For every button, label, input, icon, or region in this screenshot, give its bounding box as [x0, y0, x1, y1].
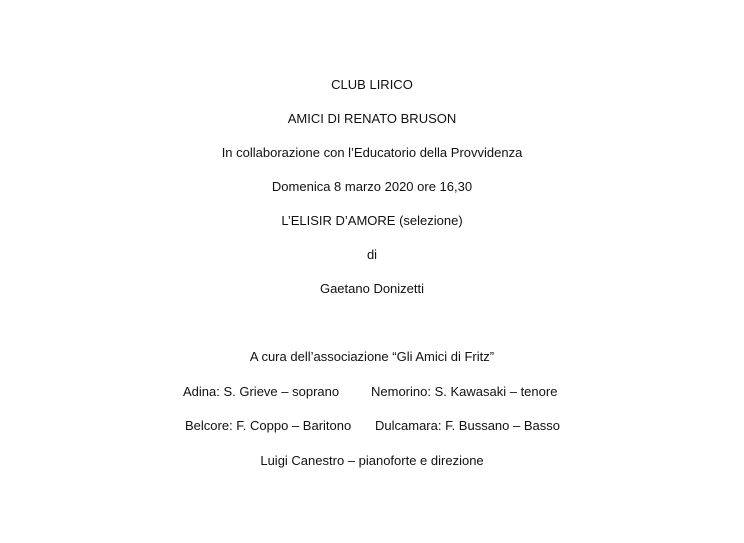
cast-nemorino: Nemorino: S. Kawasaki – tenore: [371, 384, 558, 399]
cast-row: [0, 384, 744, 400]
curated-by-line: A cura dell’associazione “Gli Amici di Fritz”: [249, 349, 495, 364]
cast-dulcamara: Dulcamara: F. Bussano – Basso: [375, 418, 560, 433]
cast-belcore: Belcore: F. Coppo – Baritono: [185, 418, 352, 433]
composer-name: Gaetano Donizetti: [319, 281, 425, 296]
cast-adina: Adina: S. Grieve – soprano: [183, 384, 340, 399]
cast-row: [0, 418, 744, 434]
event-date: Domenica 8 marzo 2020 ore 16,30: [271, 179, 473, 194]
club-title: CLUB LIRICO: [331, 77, 413, 92]
collaboration-line: In collaborazione con l’Educatorio della Provvidenza: [221, 145, 523, 160]
by-word: di: [366, 247, 378, 262]
club-subtitle: AMICI DI RENATO BRUSON: [287, 111, 457, 126]
opera-title: L’ELISIR D’AMORE (selezione): [281, 213, 463, 228]
direction-line: Luigi Canestro – pianoforte e direzione: [260, 453, 484, 468]
